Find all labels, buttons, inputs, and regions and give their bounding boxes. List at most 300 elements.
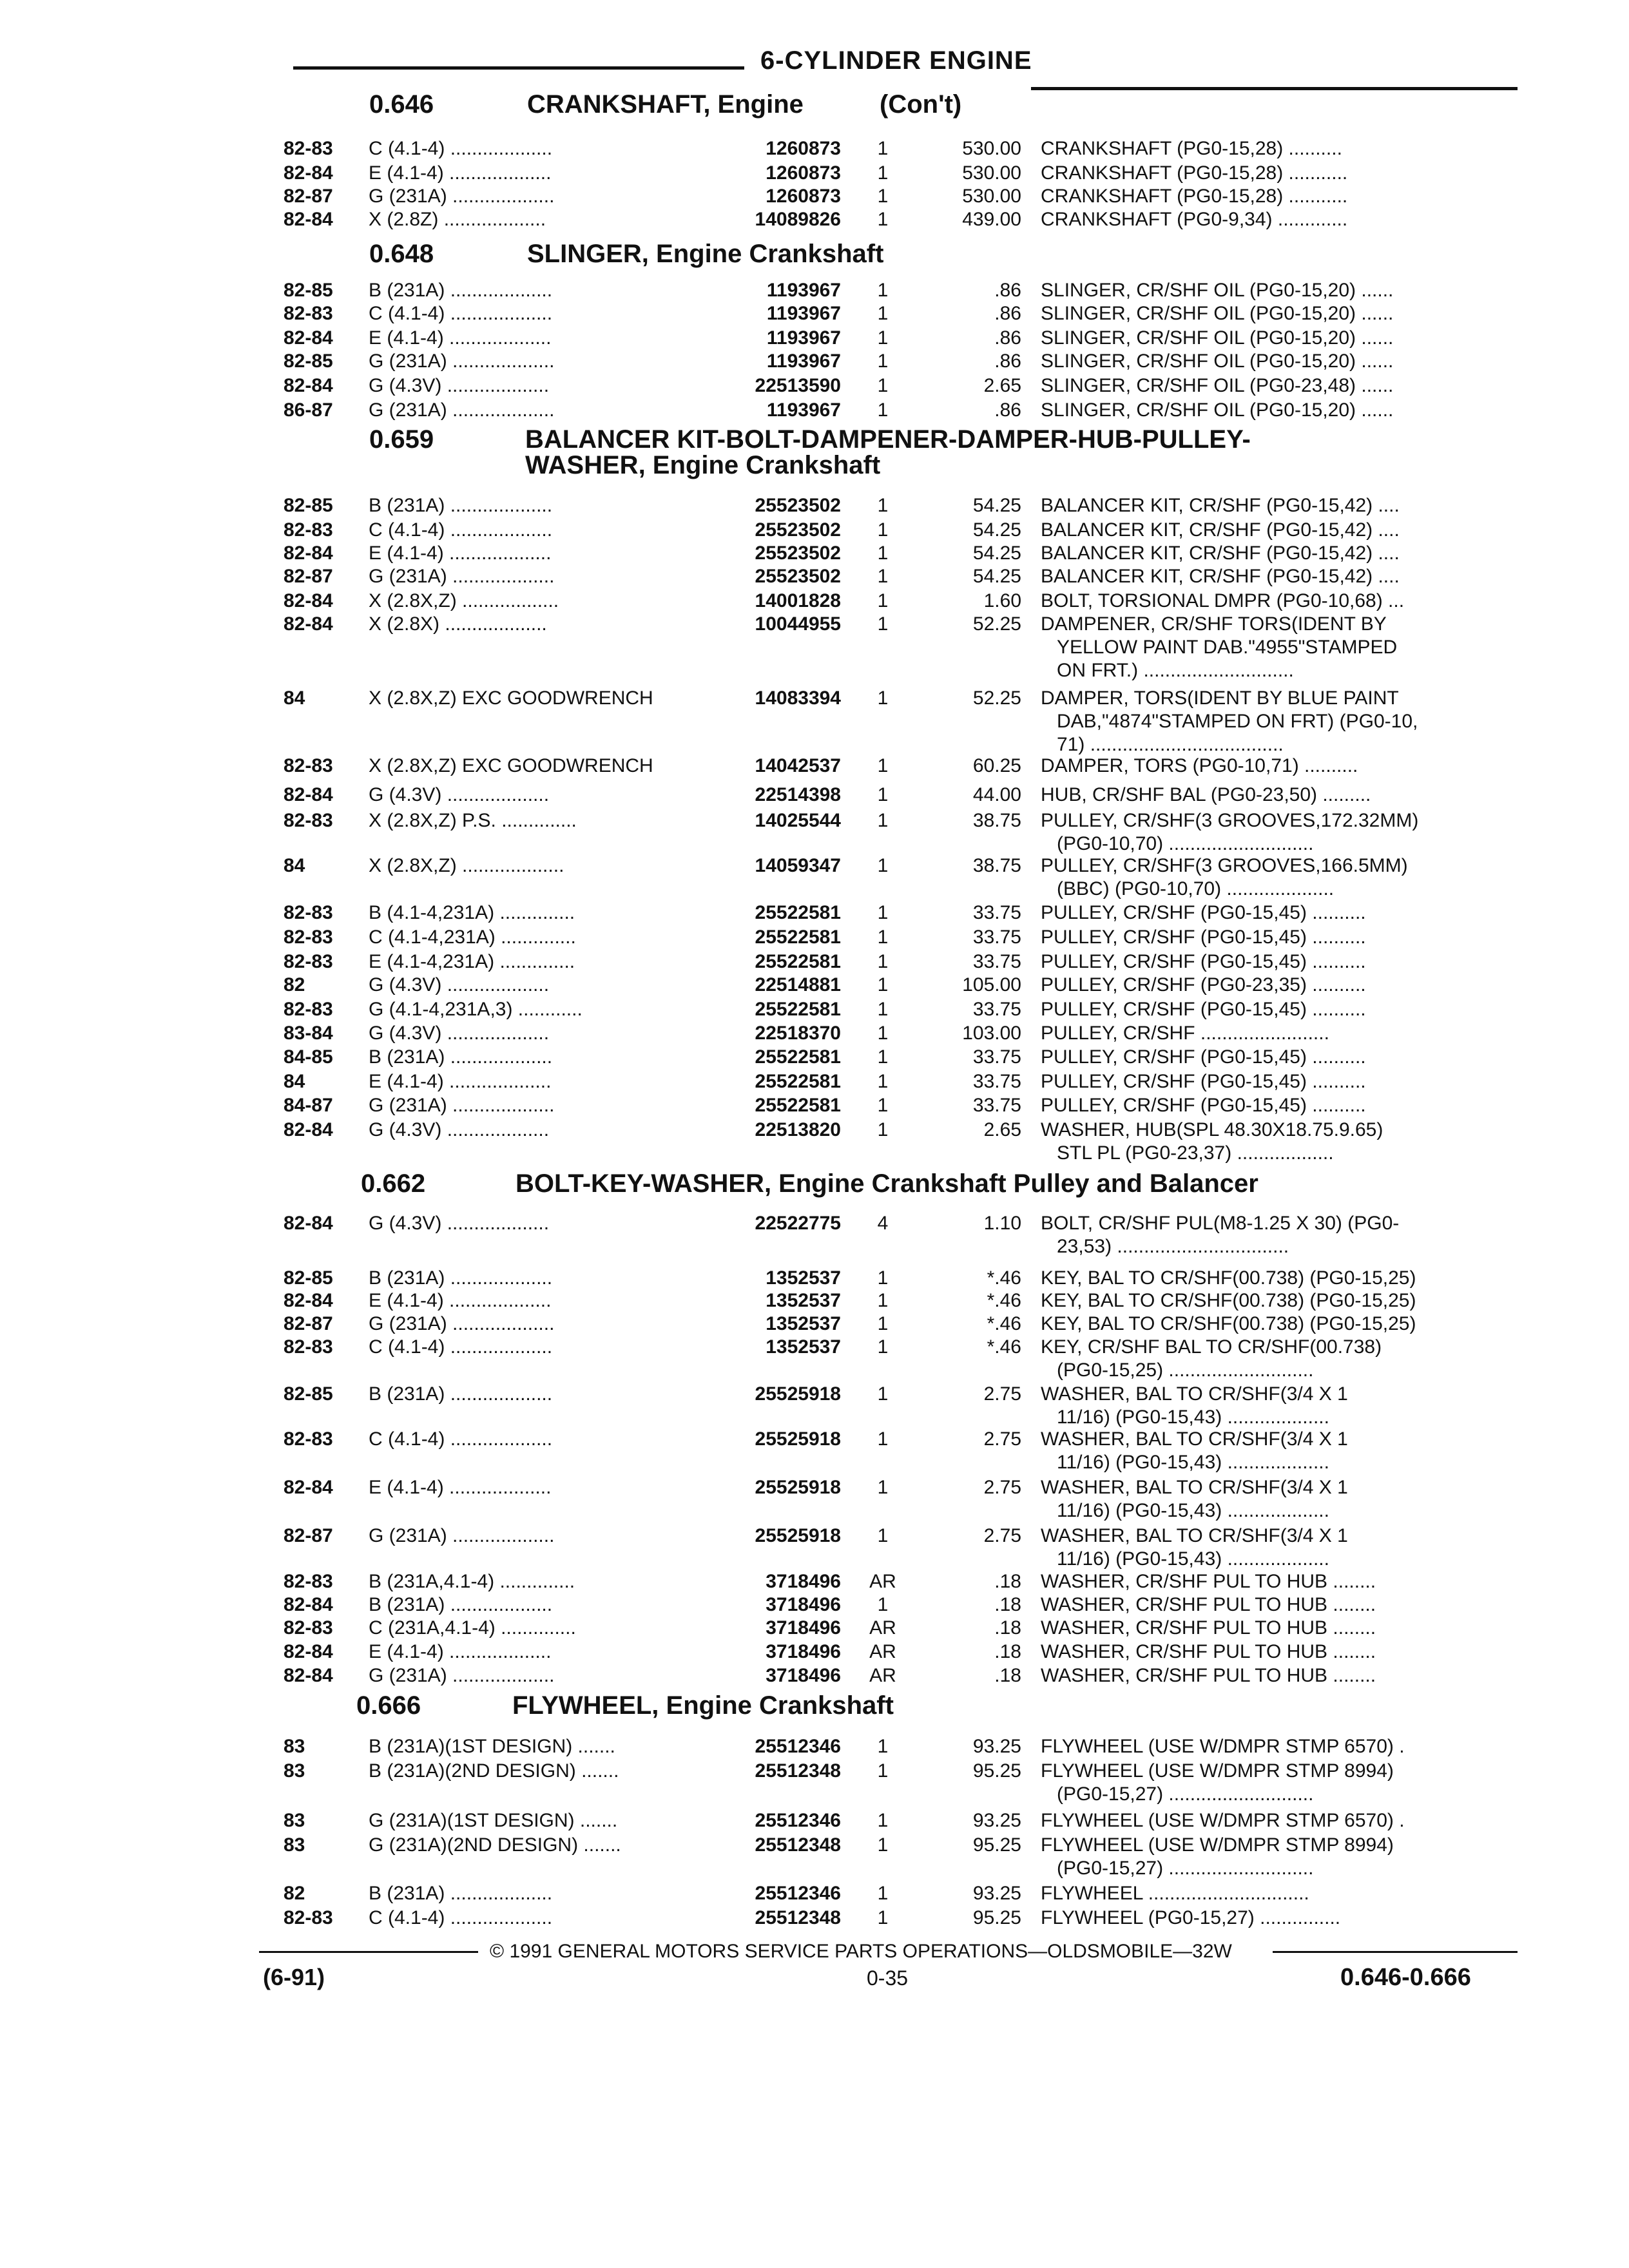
model-engine: B (231A)(1ST DESIGN) ....... — [369, 1736, 615, 1757]
section-title: BOLT-KEY-WASHER, Engine Crankshaft Pulley and Balancer — [516, 1169, 1258, 1198]
description-continuation: (PG0-15,25) ........................... — [1057, 1360, 1314, 1381]
part-row — [0, 1312, 1629, 1336]
price: 33.75 — [972, 1046, 1021, 1068]
price: 93.25 — [972, 1883, 1021, 1904]
part-row — [0, 754, 1629, 778]
year-range: 82-83 — [284, 810, 333, 831]
part-row — [0, 1266, 1629, 1291]
part-number: 3718496 — [766, 1665, 841, 1686]
part-row — [0, 518, 1629, 543]
price: 2.65 — [983, 1119, 1021, 1140]
model-engine: G (231A)(2ND DESIGN) ....... — [369, 1834, 621, 1856]
year-range: 82-84 — [284, 162, 333, 184]
price: .86 — [994, 351, 1021, 372]
part-number: 1352537 — [766, 1290, 841, 1311]
part-number: 25512348 — [755, 1907, 841, 1928]
model-engine: B (231A) ................... — [369, 1383, 553, 1405]
description: BOLT, TORSIONAL DMPR (PG0-10,68) ... — [1041, 590, 1405, 611]
part-number: 1193967 — [766, 303, 841, 324]
model-engine: G (231A) ................... — [369, 1313, 555, 1334]
model-engine: B (4.1-4,231A) .............. — [369, 902, 575, 923]
model-engine: G (231A) ................... — [369, 186, 555, 207]
description: PULLEY, CR/SHF (PG0-15,45) .......... — [1041, 902, 1366, 923]
section-title-suffix: (Con't) — [880, 90, 962, 119]
part-number: 25525918 — [755, 1477, 841, 1498]
quantity: 1 — [877, 613, 889, 635]
price: 33.75 — [972, 999, 1021, 1020]
model-engine: G (4.1-4,231A,3) ............ — [369, 999, 583, 1020]
footer-copyright: © 1991 GENERAL MOTORS SERVICE PARTS OPERATIONS—OLDSMOBILE—32W — [490, 1941, 1232, 1962]
part-number: 25523502 — [755, 495, 841, 516]
quantity: 1 — [877, 784, 889, 805]
footer-rule-right — [1273, 1951, 1518, 1953]
description-continuation: STL PL (PG0-23,37) .................. — [1057, 1142, 1334, 1164]
part-number: 1260873 — [766, 162, 841, 184]
section-number: 0.662 — [361, 1169, 426, 1198]
part-row — [0, 1382, 1629, 1407]
quantity: 1 — [877, 1525, 889, 1546]
part-row — [0, 973, 1629, 997]
price: .86 — [994, 327, 1021, 349]
description: PULLEY, CR/SHF (PG0-23,35) .......... — [1041, 974, 1366, 995]
quantity: 1 — [877, 327, 889, 349]
part-number: 14025544 — [755, 810, 841, 831]
part-row — [0, 612, 1629, 637]
quantity: 1 — [877, 1594, 889, 1615]
part-number: 25512348 — [755, 1834, 841, 1856]
part-row — [0, 398, 1629, 423]
year-range: 82-83 — [284, 303, 333, 324]
description: SLINGER, CR/SHF OIL (PG0-23,48) ...... — [1041, 375, 1394, 396]
price: 52.25 — [972, 687, 1021, 709]
quantity: 1 — [877, 1907, 889, 1928]
price: .18 — [994, 1641, 1021, 1662]
model-engine: C (4.1-4) ................... — [369, 303, 553, 324]
part-number: 22522775 — [755, 1213, 841, 1234]
part-row — [0, 1093, 1629, 1118]
part-row — [0, 854, 1629, 878]
description: BOLT, CR/SHF PUL(M8-1.25 X 30) (PG0- — [1041, 1213, 1400, 1234]
description: KEY, BAL TO CR/SHF(00.738) (PG0-15,25) — [1041, 1267, 1416, 1289]
description: CRANKSHAFT (PG0-9,34) ............. — [1041, 209, 1348, 230]
part-row — [0, 278, 1629, 303]
part-row — [0, 374, 1629, 398]
quantity: 1 — [877, 1810, 889, 1831]
part-row — [0, 1735, 1629, 1759]
part-number: 25512346 — [755, 1810, 841, 1831]
quantity: 1 — [877, 951, 889, 972]
description: FLYWHEEL (USE W/DMPR STMP 6570) . — [1041, 1810, 1405, 1831]
part-row — [0, 1759, 1629, 1783]
model-engine: G (4.3V) ................... — [369, 1023, 550, 1044]
price: 52.25 — [972, 613, 1021, 635]
quantity: 1 — [877, 351, 889, 372]
model-engine: E (4.1-4) ................... — [369, 543, 552, 564]
price: 93.25 — [972, 1736, 1021, 1757]
model-engine: C (4.1-4) ................... — [369, 1428, 553, 1450]
quantity: 1 — [877, 399, 889, 421]
description: PULLEY, CR/SHF (PG0-15,45) .......... — [1041, 927, 1366, 948]
quantity: 1 — [877, 1736, 889, 1757]
model-engine: E (4.1-4) ................... — [369, 1477, 552, 1498]
price: 103.00 — [962, 1023, 1021, 1044]
year-range: 83 — [284, 1834, 305, 1856]
model-engine: X (2.8X,Z) EXC GOODWRENCH — [369, 755, 653, 776]
year-range: 82-87 — [284, 186, 333, 207]
price: 38.75 — [972, 855, 1021, 876]
part-row — [0, 1070, 1629, 1094]
part-number: 25523502 — [755, 566, 841, 587]
quantity: 1 — [877, 855, 889, 876]
price: *.46 — [987, 1290, 1021, 1311]
part-row — [0, 997, 1629, 1022]
description-continuation: ON FRT.) ............................ — [1057, 660, 1294, 681]
part-row — [0, 564, 1629, 589]
year-range: 82-84 — [284, 327, 333, 349]
model-engine: G (4.3V) ................... — [369, 1213, 550, 1234]
quantity: 1 — [877, 566, 889, 587]
quantity: 1 — [877, 1336, 889, 1358]
part-row — [0, 1881, 1629, 1906]
year-range: 84 — [284, 687, 305, 709]
price: 60.25 — [972, 755, 1021, 776]
quantity: 1 — [877, 810, 889, 831]
quantity: 1 — [877, 1383, 889, 1405]
part-row — [0, 1335, 1629, 1360]
model-engine: C (4.1-4,231A) .............. — [369, 927, 576, 948]
year-range: 82-83 — [284, 519, 333, 541]
part-number: 14001828 — [755, 590, 841, 611]
part-number: 14089826 — [755, 209, 841, 230]
part-number: 22513590 — [755, 375, 841, 396]
quantity: AR — [869, 1665, 896, 1686]
quantity: 1 — [877, 1023, 889, 1044]
description: PULLEY, CR/SHF (PG0-15,45) .......... — [1041, 1095, 1366, 1116]
price: .86 — [994, 303, 1021, 324]
model-engine: E (4.1-4) ................... — [369, 162, 552, 184]
part-number: 25522581 — [755, 1046, 841, 1068]
part-row — [0, 1833, 1629, 1858]
model-engine: G (4.3V) ................... — [369, 784, 550, 805]
description: FLYWHEEL (USE W/DMPR STMP 6570) . — [1041, 1736, 1405, 1757]
part-row — [0, 1524, 1629, 1548]
year-range: 82-84 — [284, 1119, 333, 1140]
model-engine: B (231A) ................... — [369, 1046, 553, 1068]
part-row — [0, 1045, 1629, 1070]
model-engine: C (231A,4.1-4) .............. — [369, 1617, 576, 1639]
quantity: 1 — [877, 162, 889, 184]
quantity: 1 — [877, 1046, 889, 1068]
quantity: 1 — [877, 519, 889, 541]
price: 44.00 — [972, 784, 1021, 805]
year-range: 82-83 — [284, 1428, 333, 1450]
part-row — [0, 1906, 1629, 1930]
part-row — [0, 1021, 1629, 1046]
price: *.46 — [987, 1313, 1021, 1334]
description: WASHER, CR/SHF PUL TO HUB ........ — [1041, 1665, 1376, 1686]
description-continuation: 11/16) (PG0-15,43) ................... — [1057, 1548, 1329, 1570]
price: 54.25 — [972, 495, 1021, 516]
part-number: 3718496 — [766, 1641, 841, 1662]
description-continuation: (PG0-15,27) ........................... — [1057, 1783, 1314, 1805]
part-row — [0, 184, 1629, 209]
year-range: 82-84 — [284, 1641, 333, 1662]
price: 33.75 — [972, 902, 1021, 923]
year-range: 82-85 — [284, 1267, 333, 1289]
footer-rule-left — [259, 1951, 478, 1953]
quantity: 1 — [877, 687, 889, 709]
price: .18 — [994, 1665, 1021, 1686]
description: BALANCER KIT, CR/SHF (PG0-15,42) .... — [1041, 495, 1400, 516]
model-engine: C (4.1-4) ................... — [369, 1907, 553, 1928]
year-range: 82-84 — [284, 1213, 333, 1234]
year-range: 82-83 — [284, 1571, 333, 1592]
part-row — [0, 326, 1629, 351]
price: 530.00 — [962, 138, 1021, 159]
part-number: 25522581 — [755, 1071, 841, 1092]
description: PULLEY, CR/SHF (PG0-15,45) .......... — [1041, 1046, 1366, 1068]
quantity: 1 — [877, 375, 889, 396]
year-range: 82-87 — [284, 1313, 333, 1334]
description: SLINGER, CR/SHF OIL (PG0-15,20) ...... — [1041, 351, 1394, 372]
model-engine: G (231A) ................... — [369, 566, 555, 587]
part-number: 25522581 — [755, 927, 841, 948]
price: 33.75 — [972, 927, 1021, 948]
quantity: AR — [869, 1617, 896, 1639]
description: WASHER, CR/SHF PUL TO HUB ........ — [1041, 1617, 1376, 1639]
year-range: 82-83 — [284, 1617, 333, 1639]
description-continuation: (BBC) (PG0-10,70) .................... — [1057, 878, 1335, 899]
part-row — [0, 589, 1629, 613]
description: FLYWHEEL (USE W/DMPR STMP 8994) — [1041, 1760, 1394, 1782]
year-range: 82-84 — [284, 543, 333, 564]
year-range: 82-83 — [284, 1336, 333, 1358]
description-continuation: 11/16) (PG0-15,43) ................... — [1057, 1407, 1329, 1428]
quantity: 1 — [877, 186, 889, 207]
model-engine: X (2.8Z) ................... — [369, 209, 546, 230]
quantity: 1 — [877, 974, 889, 995]
model-engine: B (231A) ................... — [369, 1594, 553, 1615]
part-number: 25522581 — [755, 951, 841, 972]
year-range: 82-85 — [284, 280, 333, 301]
description: CRANKSHAFT (PG0-15,28) .......... — [1041, 138, 1342, 159]
price: 95.25 — [972, 1760, 1021, 1782]
price: 33.75 — [972, 1095, 1021, 1116]
quantity: AR — [869, 1641, 896, 1662]
part-row — [0, 1289, 1629, 1313]
description-continuation: YELLOW PAINT DAB."4955"STAMPED — [1057, 637, 1398, 658]
description: DAMPER, TORS(IDENT BY BLUE PAINT — [1041, 687, 1399, 709]
model-engine: E (4.1-4) ................... — [369, 1290, 552, 1311]
price: .18 — [994, 1571, 1021, 1592]
description: WASHER, BAL TO CR/SHF(3/4 X 1 — [1041, 1383, 1348, 1405]
part-number: 1352537 — [766, 1313, 841, 1334]
description: CRANKSHAFT (PG0-15,28) ........... — [1041, 186, 1348, 207]
part-row — [0, 809, 1629, 833]
part-number: 1193967 — [766, 351, 841, 372]
price: 530.00 — [962, 162, 1021, 184]
price: 2.75 — [983, 1383, 1021, 1405]
part-number: 1260873 — [766, 186, 841, 207]
quantity: AR — [869, 1571, 896, 1592]
header-rule-left — [293, 66, 744, 70]
part-row — [0, 783, 1629, 807]
model-engine: B (231A) ................... — [369, 1267, 553, 1289]
year-range: 84-85 — [284, 1046, 333, 1068]
footer-page-number: 0-35 — [867, 1966, 909, 1990]
year-range: 82 — [284, 1883, 305, 1904]
section-title-line2: WASHER, Engine Crankshaft — [525, 451, 881, 479]
header-rule-right — [1031, 87, 1518, 90]
year-range: 82-84 — [284, 1477, 333, 1498]
section-number: 0.648 — [369, 240, 434, 268]
year-range: 82-83 — [284, 927, 333, 948]
price: 1.10 — [983, 1213, 1021, 1234]
model-engine: G (231A) ................... — [369, 399, 555, 421]
year-range: 82-84 — [284, 784, 333, 805]
description: WASHER, HUB(SPL 48.30X18.75.9.65) — [1041, 1119, 1383, 1140]
year-range: 82-84 — [284, 1665, 333, 1686]
description: DAMPER, TORS (PG0-10,71) .......... — [1041, 755, 1358, 776]
year-range: 82-83 — [284, 755, 333, 776]
description-continuation: 23,53) ................................ — [1057, 1236, 1289, 1257]
model-engine: C (4.1-4) ................... — [369, 1336, 553, 1358]
quantity: 1 — [877, 590, 889, 611]
year-range: 82-84 — [284, 1594, 333, 1615]
part-row — [0, 302, 1629, 326]
model-engine: G (231A) ................... — [369, 1095, 555, 1116]
description: FLYWHEEL .............................. — [1041, 1883, 1309, 1904]
part-row — [0, 1118, 1629, 1142]
year-range: 82-84 — [284, 613, 333, 635]
model-engine: G (4.3V) ................... — [369, 375, 550, 396]
description: SLINGER, CR/SHF OIL (PG0-15,20) ...... — [1041, 303, 1394, 324]
price: 530.00 — [962, 186, 1021, 207]
description: SLINGER, CR/SHF OIL (PG0-15,20) ...... — [1041, 327, 1394, 349]
year-range: 84 — [284, 855, 305, 876]
model-engine: G (231A) ................... — [369, 1525, 555, 1546]
price: 2.75 — [983, 1525, 1021, 1546]
year-range: 82 — [284, 974, 305, 995]
part-number: 25523502 — [755, 543, 841, 564]
price: 105.00 — [962, 974, 1021, 995]
year-range: 84-87 — [284, 1095, 333, 1116]
description: BALANCER KIT, CR/SHF (PG0-15,42) .... — [1041, 543, 1400, 564]
part-row — [0, 349, 1629, 374]
description: WASHER, CR/SHF PUL TO HUB ........ — [1041, 1571, 1376, 1592]
section-title: CRANKSHAFT, Engine — [527, 90, 804, 119]
quantity: 1 — [877, 1883, 889, 1904]
part-number: 25512346 — [755, 1883, 841, 1904]
price: 2.75 — [983, 1477, 1021, 1498]
part-row — [0, 1809, 1629, 1833]
part-number: 22514881 — [755, 974, 841, 995]
model-engine: E (4.1-4) ................... — [369, 1071, 552, 1092]
price: 33.75 — [972, 951, 1021, 972]
year-range: 82-85 — [284, 351, 333, 372]
part-row — [0, 1475, 1629, 1500]
year-range: 83-84 — [284, 1023, 333, 1044]
price: *.46 — [987, 1336, 1021, 1358]
model-engine: G (231A) ................... — [369, 1665, 555, 1686]
quantity: 1 — [877, 1428, 889, 1450]
model-engine: X (2.8X,Z) P.S. .............. — [369, 810, 577, 831]
quantity: 1 — [877, 1313, 889, 1334]
description: WASHER, CR/SHF PUL TO HUB ........ — [1041, 1594, 1376, 1615]
description: SLINGER, CR/SHF OIL (PG0-15,20) ...... — [1041, 280, 1394, 301]
part-number: 1193967 — [766, 280, 841, 301]
part-number: 22514398 — [755, 784, 841, 805]
year-range: 82-87 — [284, 1525, 333, 1546]
description: DAMPENER, CR/SHF TORS(IDENT BY — [1041, 613, 1387, 635]
quantity: 1 — [877, 209, 889, 230]
year-range: 84 — [284, 1071, 305, 1092]
part-number: 22513820 — [755, 1119, 841, 1140]
description-continuation: 11/16) (PG0-15,43) ................... — [1057, 1500, 1329, 1521]
price: 54.25 — [972, 519, 1021, 541]
model-engine: X (2.8X,Z) .................. — [369, 590, 559, 611]
part-number: 1193967 — [766, 327, 841, 349]
price: 54.25 — [972, 543, 1021, 564]
model-engine: E (4.1-4) ................... — [369, 327, 552, 349]
quantity: 1 — [877, 755, 889, 776]
year-range: 82-83 — [284, 902, 333, 923]
year-range: 86-87 — [284, 399, 333, 421]
model-engine: B (231A)(2ND DESIGN) ....... — [369, 1760, 619, 1782]
section-number: 0.659 — [369, 425, 434, 454]
price: *.46 — [987, 1267, 1021, 1289]
model-engine: B (231A) ................... — [369, 495, 553, 516]
price: .18 — [994, 1617, 1021, 1639]
model-engine: C (4.1-4) ................... — [369, 138, 553, 159]
quantity: 1 — [877, 902, 889, 923]
part-number: 1352537 — [766, 1336, 841, 1358]
part-number: 10044955 — [755, 613, 841, 635]
quantity: 1 — [877, 1119, 889, 1140]
year-range: 82-84 — [284, 375, 333, 396]
price: 2.75 — [983, 1428, 1021, 1450]
description: KEY, BAL TO CR/SHF(00.738) (PG0-15,25) — [1041, 1290, 1416, 1311]
part-row — [0, 207, 1629, 232]
year-range: 82-84 — [284, 1290, 333, 1311]
model-engine: E (4.1-4,231A) .............. — [369, 951, 575, 972]
year-range: 82-85 — [284, 495, 333, 516]
year-range: 82-85 — [284, 1383, 333, 1405]
description-continuation: (PG0-10,70) ........................... — [1057, 833, 1314, 854]
year-range: 82-83 — [284, 999, 333, 1020]
year-range: 82-84 — [284, 590, 333, 611]
part-number: 25512348 — [755, 1760, 841, 1782]
description-continuation: 11/16) (PG0-15,43) ................... — [1057, 1452, 1329, 1473]
model-engine: X (2.8X,Z) EXC GOODWRENCH — [369, 687, 653, 709]
description: PULLEY, CR/SHF ........................ — [1041, 1023, 1329, 1044]
price: .86 — [994, 399, 1021, 421]
quantity: 1 — [877, 280, 889, 301]
quantity: 1 — [877, 138, 889, 159]
quantity: 1 — [877, 1071, 889, 1092]
price: .86 — [994, 280, 1021, 301]
part-number: 1193967 — [766, 399, 841, 421]
part-number: 25522581 — [755, 1095, 841, 1116]
year-range: 83 — [284, 1736, 305, 1757]
price: 95.25 — [972, 1834, 1021, 1856]
part-row — [0, 1640, 1629, 1664]
quantity: 1 — [877, 495, 889, 516]
price: 95.25 — [972, 1907, 1021, 1928]
section-title: FLYWHEEL, Engine Crankshaft — [512, 1691, 894, 1720]
part-number: 25523502 — [755, 519, 841, 541]
description: PULLEY, CR/SHF (PG0-15,45) .......... — [1041, 999, 1366, 1020]
